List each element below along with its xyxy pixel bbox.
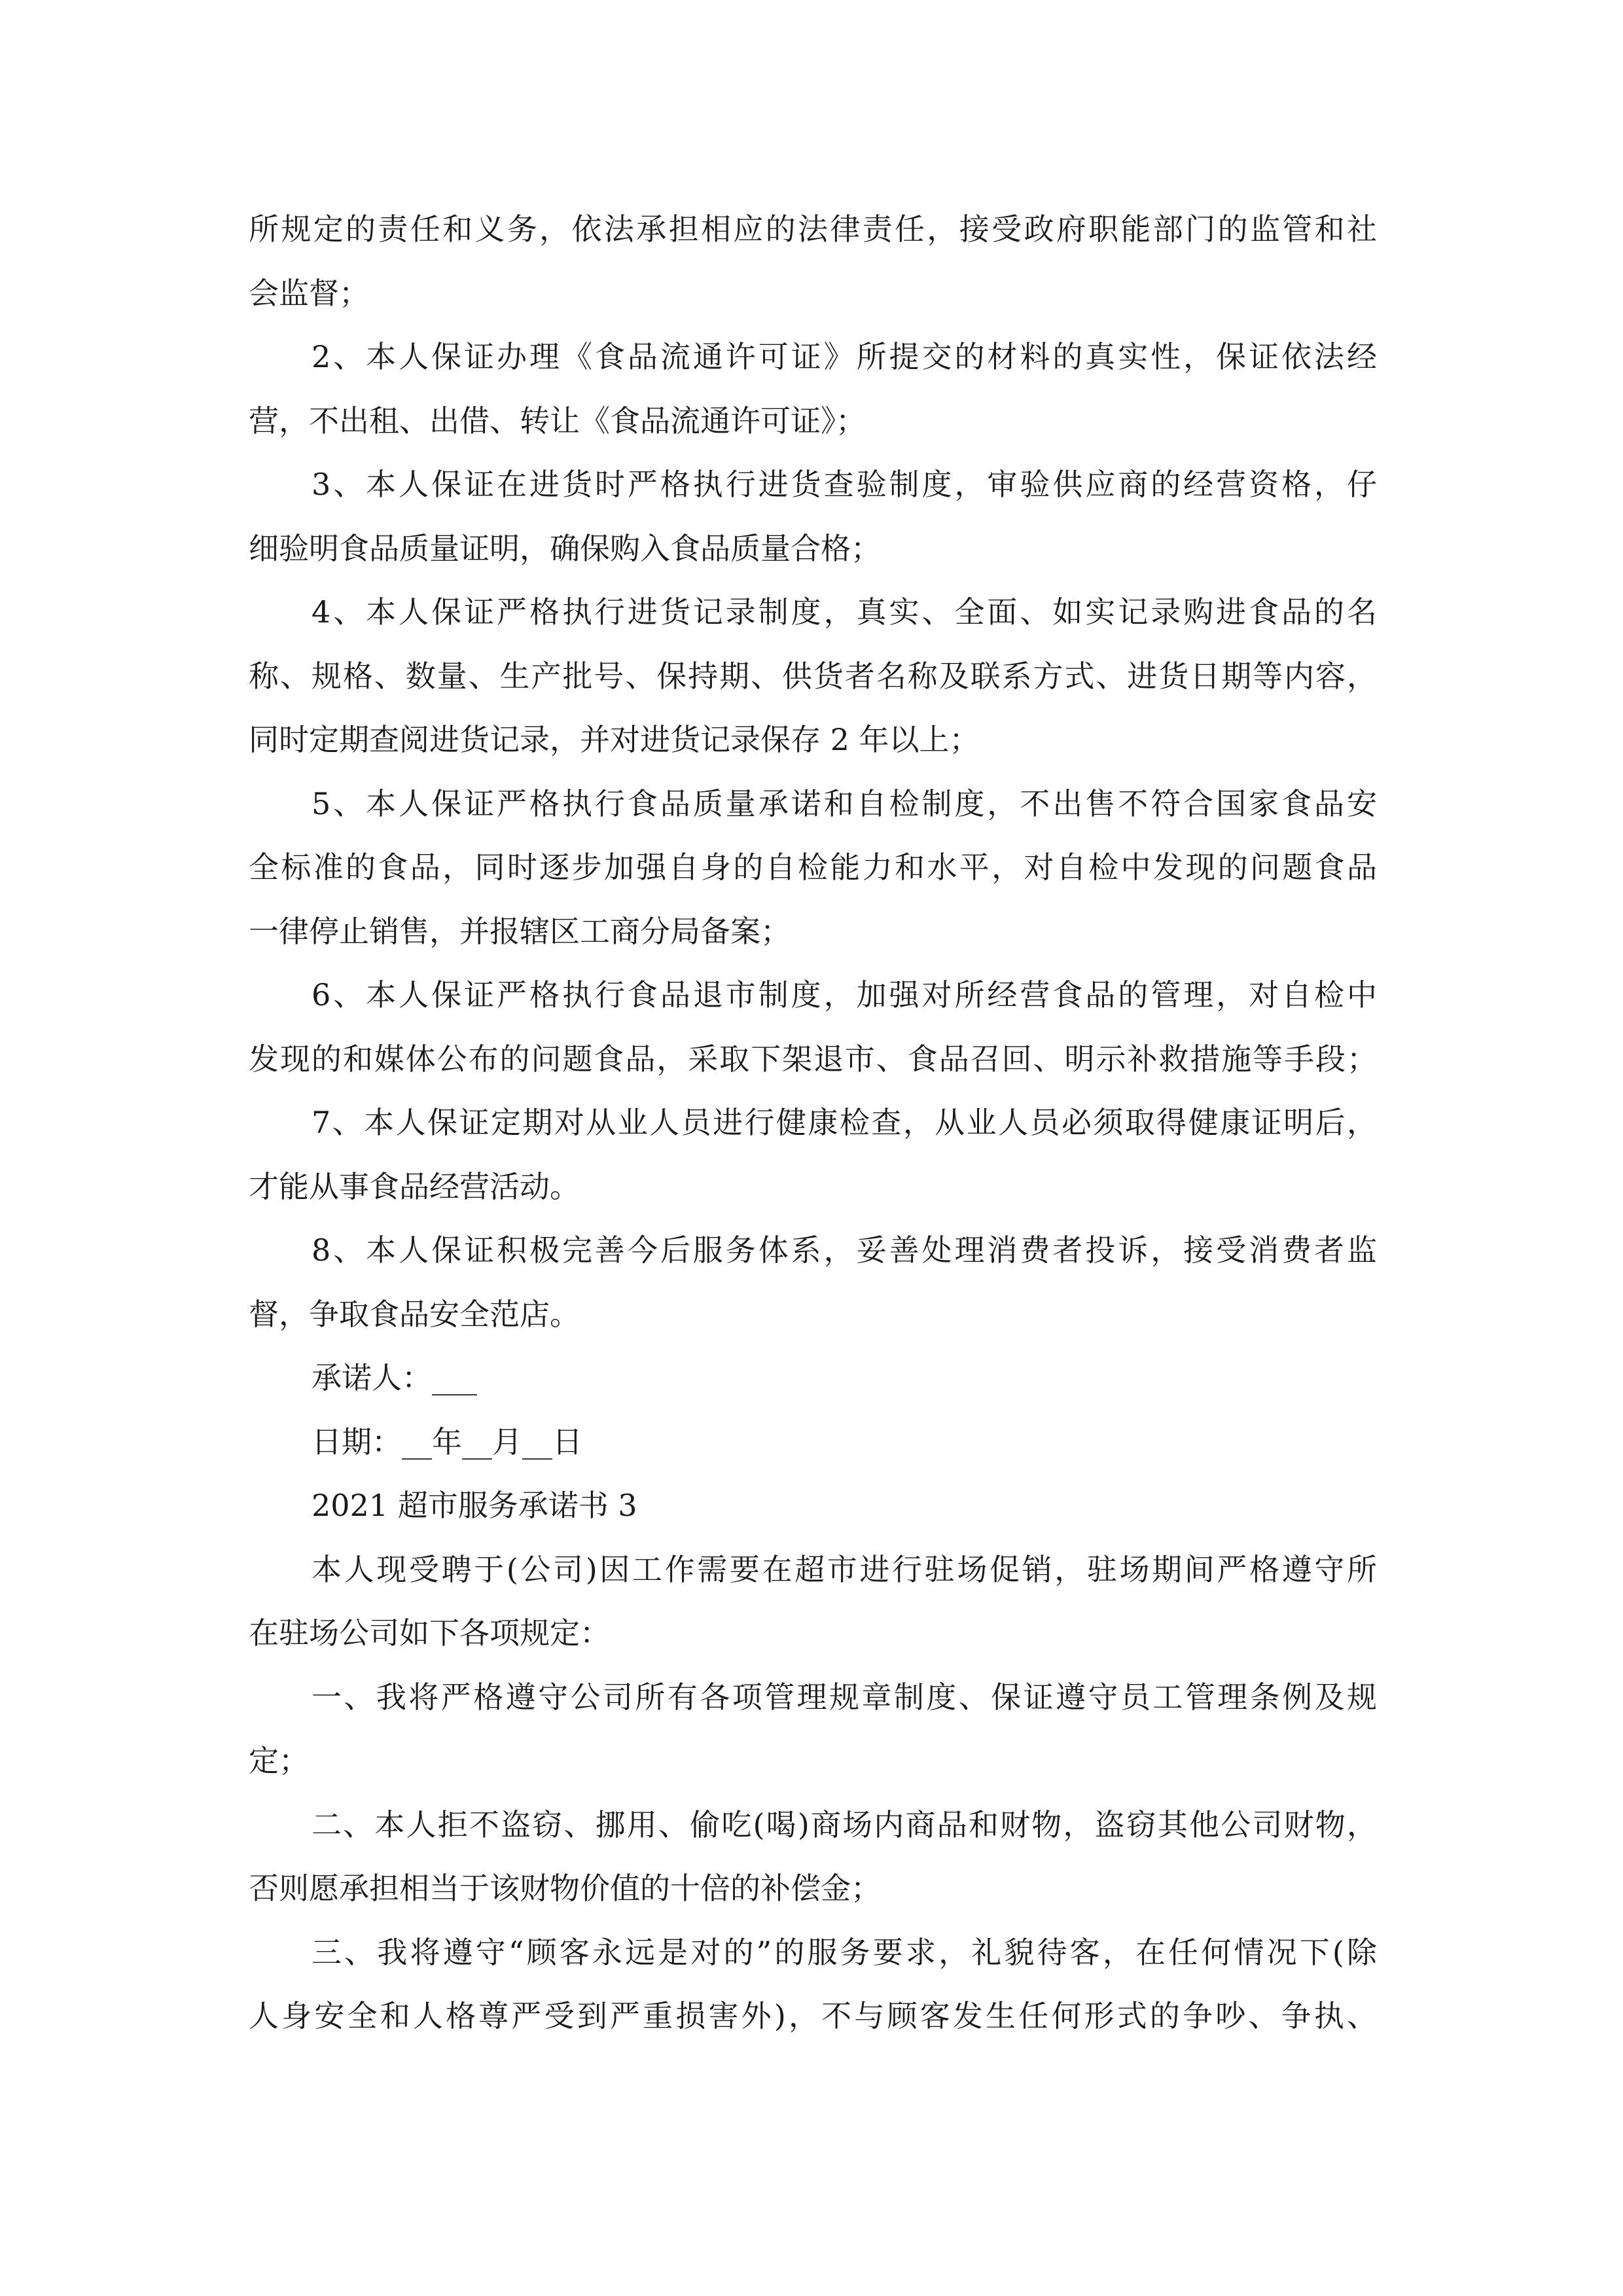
text-line: 在驻场公司如下各项规定：: [249, 1615, 610, 1651]
text-line: 6、本人保证严格执行食品退市制度，加强对所经营食品的管理，对自检中: [312, 977, 1377, 1013]
text-line: 7、本人保证定期对从业人员进行健康检查，从业人员必须取得健康证明后，: [312, 1105, 1377, 1140]
text-line: 同时定期查阅进货记录，并对进货记录保存 2 年以上；: [249, 722, 980, 757]
text-line: 3、本人保证在进货时严格执行进货查验制度，审验供应商的经营资格，仔: [312, 467, 1377, 502]
text-line: 所规定的责任和义务，依法承担相应的法律责任，接受政府职能部门的监管和社: [249, 211, 1377, 247]
text-line: 一律停止销售，并报辖区工商分局备案；: [249, 913, 791, 949]
text-line: 称、规格、数量、生产批号、保持期、供货者名称及联系方式、进货日期等内容，: [249, 658, 1377, 694]
text-line: 一、我将严格遵守公司所有各项管理规章制度、保证遵守员工管理条例及规: [312, 1679, 1377, 1715]
text-line: 日期：__年__月__日: [312, 1424, 582, 1460]
text-line: 4、本人保证严格执行进货记录制度，真实、全面、如实记录购进食品的名: [312, 594, 1377, 630]
text-line: 发现的和媒体公布的问题食品，采取下架退市、食品召回、明示补救措施等手段；: [249, 1041, 1377, 1077]
document-body: [249, 198, 1377, 2049]
text-line: 营，不出租、出借、转让《食品流通许可证》；: [249, 403, 866, 439]
text-line: 二、本人拒不盗窃、挪用、偷吃(喝)商场内商品和财物，盗窃其他公司财物，: [312, 1806, 1377, 1842]
text-line: 8、本人保证积极完善今后服务体系，妥善处理消费者投诉，接受消费者监: [312, 1232, 1377, 1268]
text-line: 定；: [249, 1743, 309, 1778]
text-line: 才能从事食品经营活动。: [249, 1168, 580, 1204]
text-line: 督，争取食品安全范店。: [249, 1296, 580, 1332]
text-line: 三、我将遵守“顾客永远是对的”的服务要求，礼貌待客，在任何情况下(除: [312, 1934, 1377, 1970]
text-line: 细验明食品质量证明，确保购入食品质量合格；: [249, 530, 881, 566]
text-line: 人身安全和人格尊严受到严重损害外)，不与顾客发生任何形式的争吵、争执、: [249, 1998, 1377, 2034]
text-line: 全标准的食品，同时逐步加强自身的自检能力和水平，对自检中发现的问题食品: [249, 850, 1377, 885]
text-line: 2、本人保证办理《食品流通许可证》所提交的材料的真实性，保证依法经: [312, 339, 1377, 374]
text-line: 否则愿承担相当于该财物价值的十倍的补偿金；: [249, 1871, 881, 1906]
text-line: 承诺人：___: [312, 1360, 477, 1395]
text-line: 会监督；: [249, 275, 369, 311]
text-line: 5、本人保证严格执行食品质量承诺和自检制度，不出售不符合国家食品安: [312, 785, 1377, 821]
text-line: 2021 超市服务承诺书 3: [312, 1488, 637, 1523]
text-line: 本人现受聘于(公司)因工作需要在超市进行驻场促销，驻场期间严格遵守所: [312, 1551, 1377, 1587]
